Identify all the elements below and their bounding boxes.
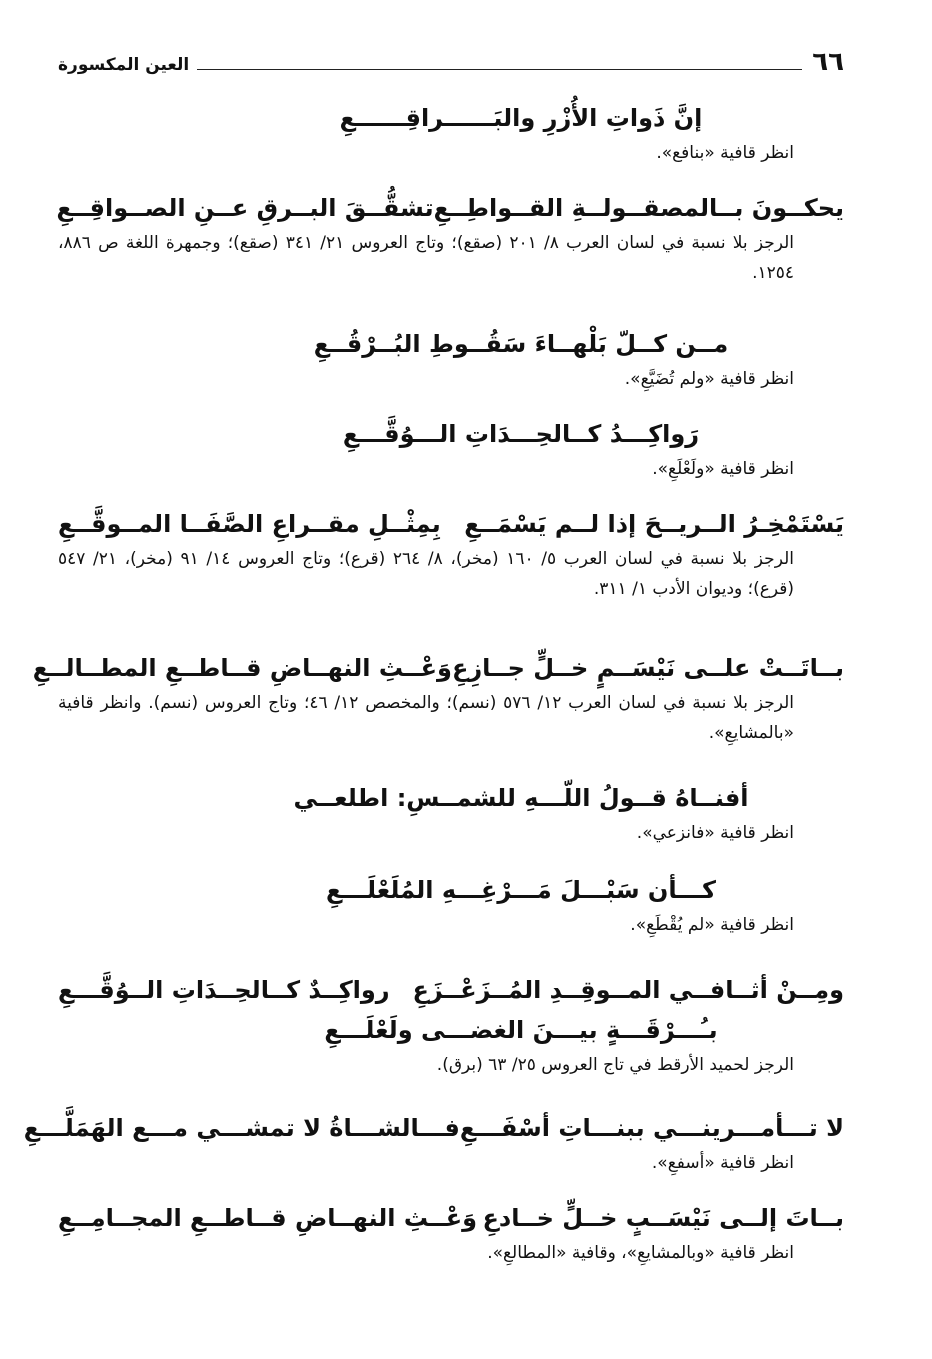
verse-couplet bbox=[58, 1198, 844, 1238]
verse-couplet bbox=[32, 648, 844, 688]
hemistich-second: رواكِــدٌ كــالحِــدَاتِ الــوُقَّـــعِ bbox=[58, 976, 390, 1004]
note: الرجز بلا نسبة في لسان العرب ٨/ ٢٠١ (صقع)؛ وتاج العروس ٢١/ ٣٤١ (صقع)؛ وجمهرة اللغة ص ٨٨٦، ١٢٥٤. bbox=[58, 233, 794, 283]
note: انظر قافية «فانزعي». bbox=[636, 823, 794, 843]
header-rule bbox=[197, 69, 802, 70]
hemistich-second: تشقُّــقَ البــرقِ عــنِ الصــواقِــعِ bbox=[56, 194, 434, 222]
entry-8 bbox=[58, 870, 844, 940]
hemistich-second: فـــالشـــاةُ لا تمشـــي مـــع الهَمَلَّـــعِ bbox=[23, 1114, 460, 1142]
verse: إنَّ ذَواتِ الأُزْرِ والبَــــــراقِــــــعِ bbox=[339, 104, 703, 132]
entry-5 bbox=[58, 504, 844, 604]
note: انظر قافية «بنافع». bbox=[656, 143, 794, 163]
verse-couplet bbox=[23, 1108, 844, 1148]
hemistich-second: وَعْــثِ النهــاضِ قــاطــعِ المجــامِــعِ bbox=[58, 1204, 478, 1232]
entry-6 bbox=[32, 648, 844, 748]
verse: مــن كــلّ بَلْهــاءَ سَقُــوطِ البُــرْقُــعِ bbox=[313, 330, 729, 358]
entry-7 bbox=[58, 778, 844, 848]
note: الرجز بلا نسبة في لسان العرب ١٢/ ٥٧٦ (نسم)؛ والمخصص ١٢/ ٤٦؛ وتاج العروس (نسم). وانظر قافية «بالمشايعِ». bbox=[58, 693, 794, 743]
verse: أفنــاهُ قــولُ اللّـــهِ للشمــسِ: اطلعــي bbox=[293, 784, 749, 812]
hemistich-second: وَعْــثِ النهــاضِ قــاطــعِ المطــالــعِ bbox=[32, 654, 452, 682]
verse-couplet bbox=[58, 970, 844, 1010]
hemistich-first: بــاتَ إلــى نَيْسَــبٍ خــلٍّ خــادعِ bbox=[482, 1204, 844, 1232]
entry-4 bbox=[58, 414, 844, 484]
page-number: ٦٦ bbox=[812, 47, 844, 77]
note: انظر قافية «ولَعْلَعِ». bbox=[652, 459, 794, 479]
hemistich-first: ومِــنْ أثــافــي المــوقِــدِ المُــزَعْــزَعِ bbox=[412, 976, 844, 1004]
entry-9 bbox=[58, 970, 844, 1080]
entry-11 bbox=[58, 1198, 844, 1268]
entry-3 bbox=[58, 324, 844, 394]
entry-10 bbox=[23, 1108, 844, 1178]
verse: كـــأن سَبْـــلَ مَـــرْغِـــهِ المُلَعْلَـــعِ bbox=[326, 876, 716, 904]
hemistich-first: لا تـــأمـــرينـــي ببنـــاتِ أسْفَـــعِ bbox=[459, 1114, 844, 1142]
verse-couplet bbox=[58, 504, 844, 544]
note: الرجز بلا نسبة في لسان العرب ٥/ ١٦٠ (مخر)، ٨/ ٢٦٤ (قرع)؛ وتاج العروس ١٤/ ٩١ (مخر)، ٢١/ ٥٤٧ (قرع)؛ وديوان الأدب ١/ ٣١١. bbox=[58, 549, 794, 599]
hemistich-first: يحكــونَ بــالمصقــولــةِ القــواطِــعِ bbox=[433, 194, 844, 222]
hemistich-first: بــاتَــتْ علــى نَيْسَــمٍ خــلٍّ جــازِعِ bbox=[451, 654, 844, 682]
page-header bbox=[58, 42, 844, 76]
entry-1 bbox=[58, 98, 844, 168]
note: انظر قافية «وبالمشايعِ»، وقافية «المطالعِ». bbox=[487, 1243, 794, 1263]
note: الرجز لحميد الأرقط في تاج العروس ٢٥/ ٦٣ (برق). bbox=[436, 1055, 794, 1075]
hemistich-second: بِمِثْــلِ مقــراعِ الصَّفَــا المــوقَّــعِ bbox=[58, 510, 441, 538]
note: انظر قافية «ولم تُضَيَّعِ». bbox=[624, 369, 794, 389]
verse-continuation: بـُـــرْقَـــةٍ بيـــنَ الغضـــى ولَعْلَـــعِ bbox=[324, 1016, 718, 1044]
note: انظر قافية «أسفعِ». bbox=[651, 1153, 794, 1173]
verse-couplet bbox=[58, 188, 844, 228]
hemistich-first: يَسْتَمْخِـرُ الــريــحَ إذا لــم يَسْمَــعِ bbox=[464, 510, 844, 538]
running-head: العين المكسورة bbox=[58, 55, 190, 75]
verse: رَواكِـــدُ كــالحِـــدَاتِ الـــوُقَّـــعِ bbox=[342, 420, 700, 448]
note: انظر قافية «لم يُقْطَعِ». bbox=[630, 915, 794, 935]
entry-2 bbox=[58, 188, 844, 288]
